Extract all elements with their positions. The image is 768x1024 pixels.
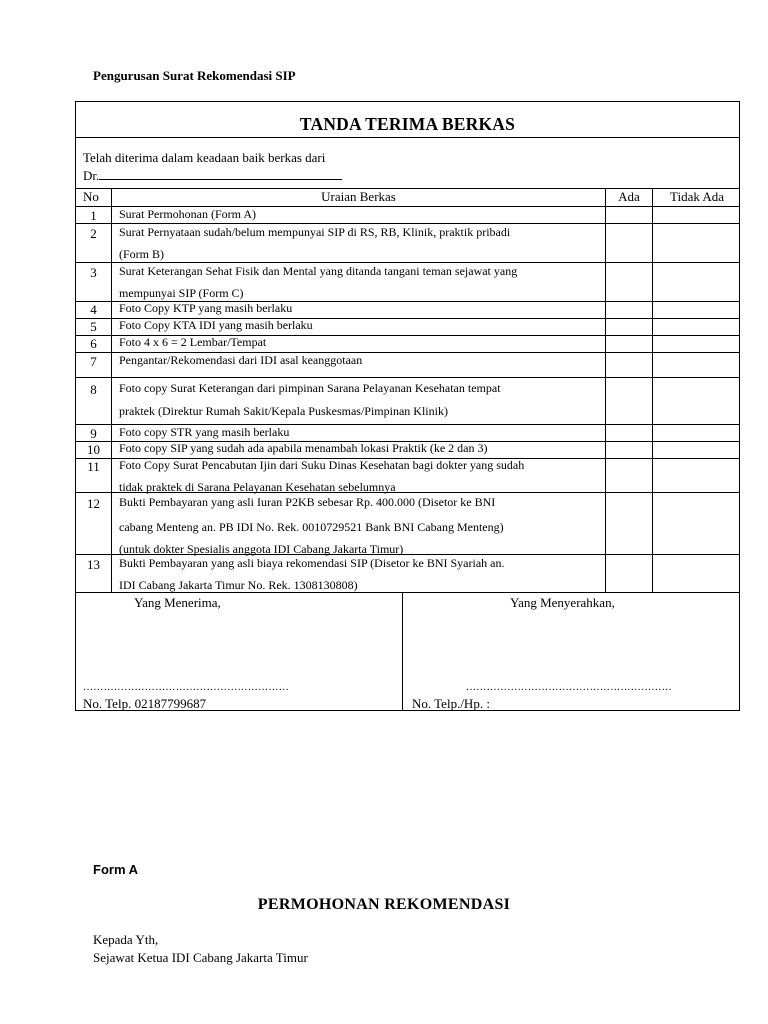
row-check-tidak-ada[interactable] bbox=[653, 378, 740, 424]
row-check-ada[interactable] bbox=[606, 353, 651, 377]
col-header-tidak-ada: Tidak Ada bbox=[669, 189, 725, 204]
giver-signature-line: …………………………………………………… bbox=[466, 682, 672, 693]
row-description: IDI Cabang Jakarta Timur No. Rek. 1308130808) bbox=[119, 578, 358, 592]
row-description: Foto Copy KTA IDI yang masih berlaku bbox=[119, 318, 313, 332]
row-description: Foto 4 x 6 = 2 Lembar/Tempat bbox=[119, 335, 267, 349]
row-description: Foto copy SIP yang sudah ada apabila menambah lokasi Praktik (ke 2 dan 3) bbox=[119, 441, 488, 455]
row-check-tidak-ada[interactable] bbox=[653, 319, 740, 335]
row-check-tidak-ada[interactable] bbox=[653, 263, 740, 301]
row-check-ada[interactable] bbox=[606, 263, 651, 301]
row-number: 3 bbox=[90, 265, 97, 280]
row-description: Foto Copy KTP yang masih berlaku bbox=[119, 301, 293, 315]
doctor-prefix: Dr. bbox=[83, 168, 100, 183]
row-description: Surat Keterangan Sehat Fisik dan Mental yang ditanda tangani teman sejawat yang bbox=[119, 264, 518, 278]
table-bottom-border bbox=[76, 592, 739, 593]
row-number: 7 bbox=[90, 354, 97, 369]
row-number: 2 bbox=[90, 226, 97, 241]
form-a-label: Form A bbox=[93, 862, 139, 877]
row-check-ada[interactable] bbox=[606, 555, 651, 592]
row-number: 5 bbox=[90, 319, 97, 334]
row-description: praktek (Direktur Rumah Sakit/Kepala Puskesmas/Pimpinan Klinik) bbox=[119, 404, 448, 418]
row-check-tidak-ada[interactable] bbox=[653, 493, 740, 554]
row-check-tidak-ada[interactable] bbox=[653, 207, 740, 223]
row-description: Foto Copy Surat Pencabutan Ijin dari Suku Dinas Kesehatan bagi dokter yang sudah bbox=[119, 458, 525, 472]
row-description: Pengantar/Rekomendasi dari IDI asal keanggotaan bbox=[119, 353, 363, 367]
row-number: 4 bbox=[90, 302, 97, 317]
row-check-ada[interactable] bbox=[606, 319, 651, 335]
row-description: tidak praktek di Sarana Pelayanan Kesehatan sebelumnya bbox=[119, 480, 396, 494]
giver-label: Yang Menyerahkan, bbox=[510, 595, 615, 610]
form-a-title: PERMOHONAN REKOMENDASI bbox=[257, 896, 511, 913]
recipient-name: Sejawat Ketua IDI Cabang Jakarta Timur bbox=[93, 950, 308, 965]
form-title: TANDA TERIMA BERKAS bbox=[299, 114, 516, 134]
col-header-ada: Ada bbox=[618, 189, 640, 204]
row-number: 9 bbox=[90, 426, 97, 441]
divider bbox=[76, 137, 739, 138]
recipient-salutation: Kepada Yth, bbox=[93, 932, 159, 947]
page-header: Pengurusan Surat Rekomendasi SIP bbox=[93, 68, 296, 83]
receipt-form bbox=[75, 101, 740, 711]
row-number: 6 bbox=[90, 336, 97, 351]
row-description: Bukti Pembayaran yang asli Iuran P2KB sebesar Rp. 400.000 (Disetor ke BNI bbox=[119, 495, 496, 509]
row-description: cabang Menteng an. PB IDI No. Rek. 0010729521 Bank BNI Cabang Menteng) bbox=[119, 520, 504, 534]
row-number: 13 bbox=[87, 557, 100, 572]
row-check-ada[interactable] bbox=[606, 207, 651, 223]
row-check-tidak-ada[interactable] bbox=[653, 353, 740, 377]
row-check-tidak-ada[interactable] bbox=[653, 224, 740, 262]
row-number: 8 bbox=[90, 382, 97, 397]
row-check-ada[interactable] bbox=[606, 493, 651, 554]
row-number: 12 bbox=[87, 496, 100, 511]
row-check-tidak-ada[interactable] bbox=[653, 336, 740, 352]
intro-text: Telah diterima dalam keadaan baik berkas dari bbox=[83, 150, 326, 165]
row-check-tidak-ada[interactable] bbox=[653, 459, 740, 492]
receiver-signature-line: …………………………………………………… bbox=[83, 682, 289, 693]
col-header-no: No bbox=[83, 189, 99, 204]
row-check-ada[interactable] bbox=[606, 224, 651, 262]
col-divider-no bbox=[111, 188, 112, 592]
receiver-label: Yang Menerima, bbox=[134, 595, 221, 610]
row-check-tidak-ada[interactable] bbox=[653, 442, 740, 458]
row-number: 10 bbox=[87, 442, 100, 457]
row-number: 1 bbox=[90, 208, 97, 223]
signature-divider bbox=[402, 592, 403, 711]
row-description: Surat Permohonan (Form A) bbox=[119, 207, 256, 221]
row-description: Foto copy STR yang masih berlaku bbox=[119, 425, 290, 439]
receiver-telp: No. Telp. 02187799687 bbox=[83, 696, 207, 711]
doctor-name-line bbox=[99, 167, 342, 180]
col-header-uraian: Uraian Berkas bbox=[321, 189, 396, 204]
row-check-tidak-ada[interactable] bbox=[653, 555, 740, 592]
row-description: (untuk dokter Spesialis anggota IDI Cabang Jakarta Timur) bbox=[119, 542, 404, 556]
row-check-tidak-ada[interactable] bbox=[653, 425, 740, 441]
row-description: (Form B) bbox=[119, 247, 164, 261]
row-number: 11 bbox=[87, 459, 100, 474]
row-check-ada[interactable] bbox=[606, 336, 651, 352]
giver-telp: No. Telp./Hp. : bbox=[412, 696, 490, 711]
row-check-ada[interactable] bbox=[606, 459, 651, 492]
doctor-name-field bbox=[83, 167, 342, 184]
row-description: Bukti Pembayaran yang asli biaya rekomendasi SIP (Disetor ke BNI Syariah an. bbox=[119, 556, 505, 570]
row-description: Surat Pernyataan sudah/belum mempunyai SIP di RS, RB, Klinik, praktik pribadi bbox=[119, 225, 511, 239]
row-check-tidak-ada[interactable] bbox=[653, 302, 740, 318]
row-check-ada[interactable] bbox=[606, 378, 651, 424]
row-description: Foto copy Surat Keterangan dari pimpinan Sarana Pelayanan Kesehatan tempat bbox=[119, 381, 501, 395]
row-check-ada[interactable] bbox=[606, 425, 651, 441]
row-check-ada[interactable] bbox=[606, 302, 651, 318]
row-description: mempunyai SIP (Form C) bbox=[119, 286, 244, 300]
row-check-ada[interactable] bbox=[606, 442, 651, 458]
